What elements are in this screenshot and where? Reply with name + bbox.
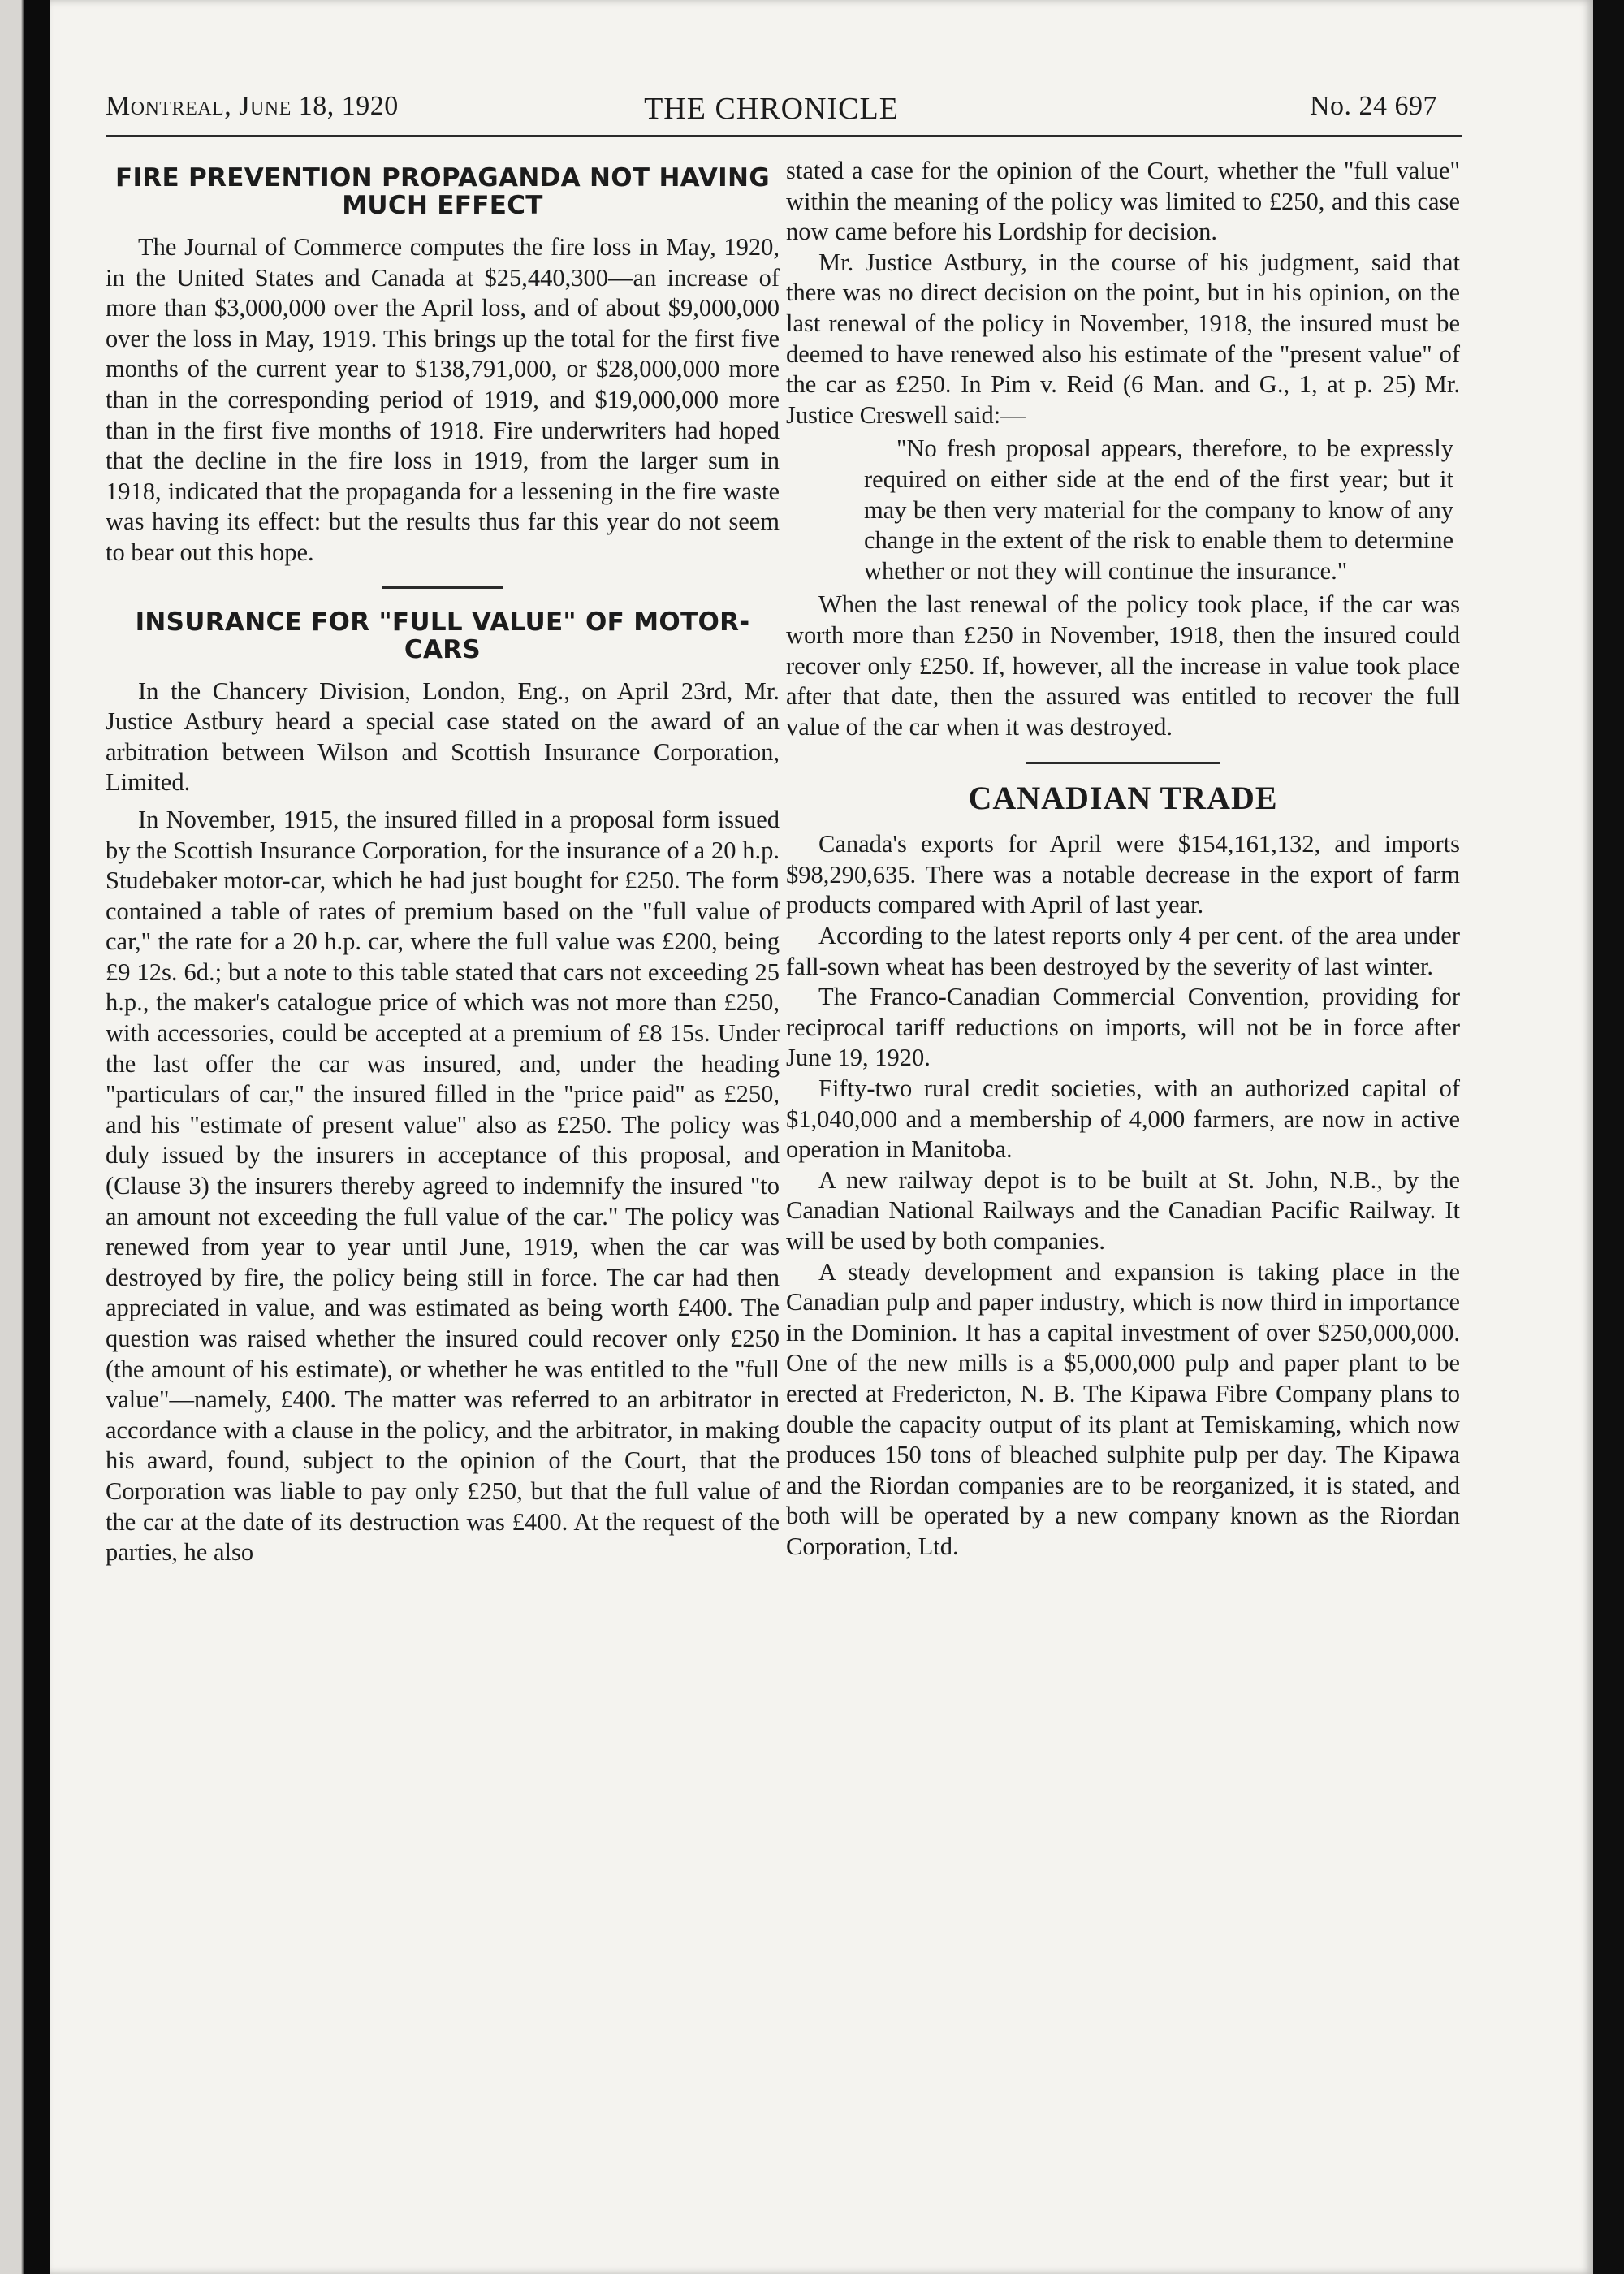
running-head xyxy=(106,91,1437,132)
dateline: Montreal, June 18, 1920 xyxy=(106,91,399,121)
article-divider xyxy=(1026,762,1220,764)
article-divider xyxy=(382,586,503,589)
trade-article-paragraph: A steady development and expansion is taking place in the Canadian pulp and paper industry, which is now third in importance in the Dominion. It has a capital investment of over $250,000,000. One of the new mills is a $5,000,000 pulp and paper plant to be erected at Fredericton, N. B. The Kipawa Fibre Company plans to double the capacity output of its plant at Temiskaming, which now produces 150 tons of bleached sulphite pulp per day. The Kipawa and the Riordan companies are to be reorganized, it is stated, and both will be operated by a new company known as the Riordan Corporation, Ltd. xyxy=(786,1257,1460,1560)
issue-and-page-number: No. 24 697 xyxy=(1309,91,1437,121)
trade-article-paragraph: Canada's exports for April were $154,161,132, and imports $98,290,635. There was a notable decrease in the export of farm products compared with April of last year. xyxy=(786,830,1460,919)
headline-fire-prevention: FIRE PREVENTION PROPAGANDA NOT HAVING MUCH EFFECT xyxy=(115,163,770,220)
scan-edge-right xyxy=(1593,0,1624,2274)
left-column xyxy=(106,156,780,1568)
headline-canadian-trade: CANADIAN TRADE xyxy=(968,780,1278,817)
header-rule xyxy=(106,135,1462,137)
trade-article-paragraph: Fifty-two rural credit societies, with an authorized capital of $1,040,000 and a membership of 4,000 farmers, are now in active operation in Manitoba. xyxy=(786,1074,1460,1164)
motor-article-judgment: Mr. Justice Astbury, in the course of his judgment, said that there was no direct decision on the point, but in his opinion, on the last renewal of the policy in November, 1918, the insured must be deemed to have renewed also his estimate of the "present value" of the car as £250. In Pim v. Reid (6 Man. and G., 1, at p. 25) Mr. Justice Creswell said:— xyxy=(786,248,1460,429)
trade-article-paragraph: The Franco-Canadian Commercial Convention, providing for reciprocal tariff reductions on imports, will not be in force after June 19, 1920. xyxy=(786,983,1460,1072)
motor-article-continuation: stated a case for the opinion of the Court, whether the "full value" within the meaning of the policy was limited to £250, and this case now came before his Lordship for decision. xyxy=(786,157,1460,246)
scan-edge-left xyxy=(0,0,50,2274)
motor-article-paragraph: In the Chancery Division, London, Eng., on April 23rd, Mr. Justice Astbury heard a special case stated on the award of an arbitration between Wilson and Scottish Insurance Corporation, Limited. xyxy=(106,677,780,797)
headline-full-value-motor-cars: INSURANCE FOR "FULL VALUE" OF MOTOR-CARS xyxy=(135,607,750,664)
creswell-quotation: "No fresh proposal appears, therefore, to be expressly required on either side at the end of the first year; but it may be then very material for the company to know of any change in the extent of the risk to enable them to determine whether or not they will continue the insurance." xyxy=(864,434,1453,585)
journal-title: THE CHRONICLE xyxy=(644,92,899,126)
trade-article-paragraph: According to the latest reports only 4 per cent. of the area under fall-sown wheat has been destroyed by the severity of last winter. xyxy=(786,922,1460,980)
motor-article-paragraph: In November, 1915, the insured filled in a proposal form issued by the Scottish Insurance Corporation, for the insurance of a 20 h.p. Studebaker motor-car, which he had just bought for £250. The form contained a table of rates of premium based on the "full value of car," the rate for a 20 h.p. car, where the full value was £200, being £9 12s. 6d.; but a note to this table stated that cars not exceeding 25 h.p., the maker's catalogue price of which was not more than £250, with accessories, could be accepted at a premium of £8 15s. Under the last offer the car was insured, and, under the heading "particulars of car," the insured filled in the "price paid" as £250, and his "estimate of present value" also as £250. The policy was duly issued by the insurers in acceptance of this proposal, and (Clause 3) the insurers thereby agreed to indemnify the insured "to an amount not exceeding the full value of the car." The policy was renewed from year to year until June, 1919, when the car was destroyed by fire, the policy being still in force. The car had then appreciated in value, and was estimated as being worth £400. The question was raised whether the insured could recover only £250 (the amount of his estimate), or whether he was entitled to the "full value"—namely, £400. The matter was referred to an arbitrator in accordance with a clause in the policy, and the arbitrator, in making his award, found, subject to the opinion of the Court, that the Corporation was liable to pay only £250, but that the full value of the car at the date of its destruction was £400. At the request of the parties, he also xyxy=(106,805,780,1567)
motor-article-conclusion: When the last renewal of the policy took place, if the car was worth more than £250 in November, 1918, then the insured could recover only £250. If, however, all the increase in value took place after that date, then the assured was entitled to recover the full value of the car when it was destroyed. xyxy=(786,590,1460,741)
trade-article-paragraph: A new railway depot is to be built at St. John, N.B., by the Canadian National Railways and the Canadian Pacific Railway. It will be used by both companies. xyxy=(786,1165,1460,1255)
right-column xyxy=(786,156,1460,1563)
fire-article-paragraph: The Journal of Commerce computes the fire loss in May, 1920, in the United States and Canada at $25,440,300—an increase of more than $3,000,000 over the April loss, and of about $9,000,000 over the loss in May, 1919. This brings up the total for the first five months of the current year to $138,791,000, or $28,000,000 more than in the corresponding period of 1919, and $19,000,000 more than in the first five months of 1918. Fire underwriters had hoped that the decline in the fire loss in 1919, from the larger sum in 1918, indicated that the propaganda for a lessening in the fire waste was having its effect: but the results thus far this year do not seem to bear out this hope. xyxy=(106,233,780,566)
